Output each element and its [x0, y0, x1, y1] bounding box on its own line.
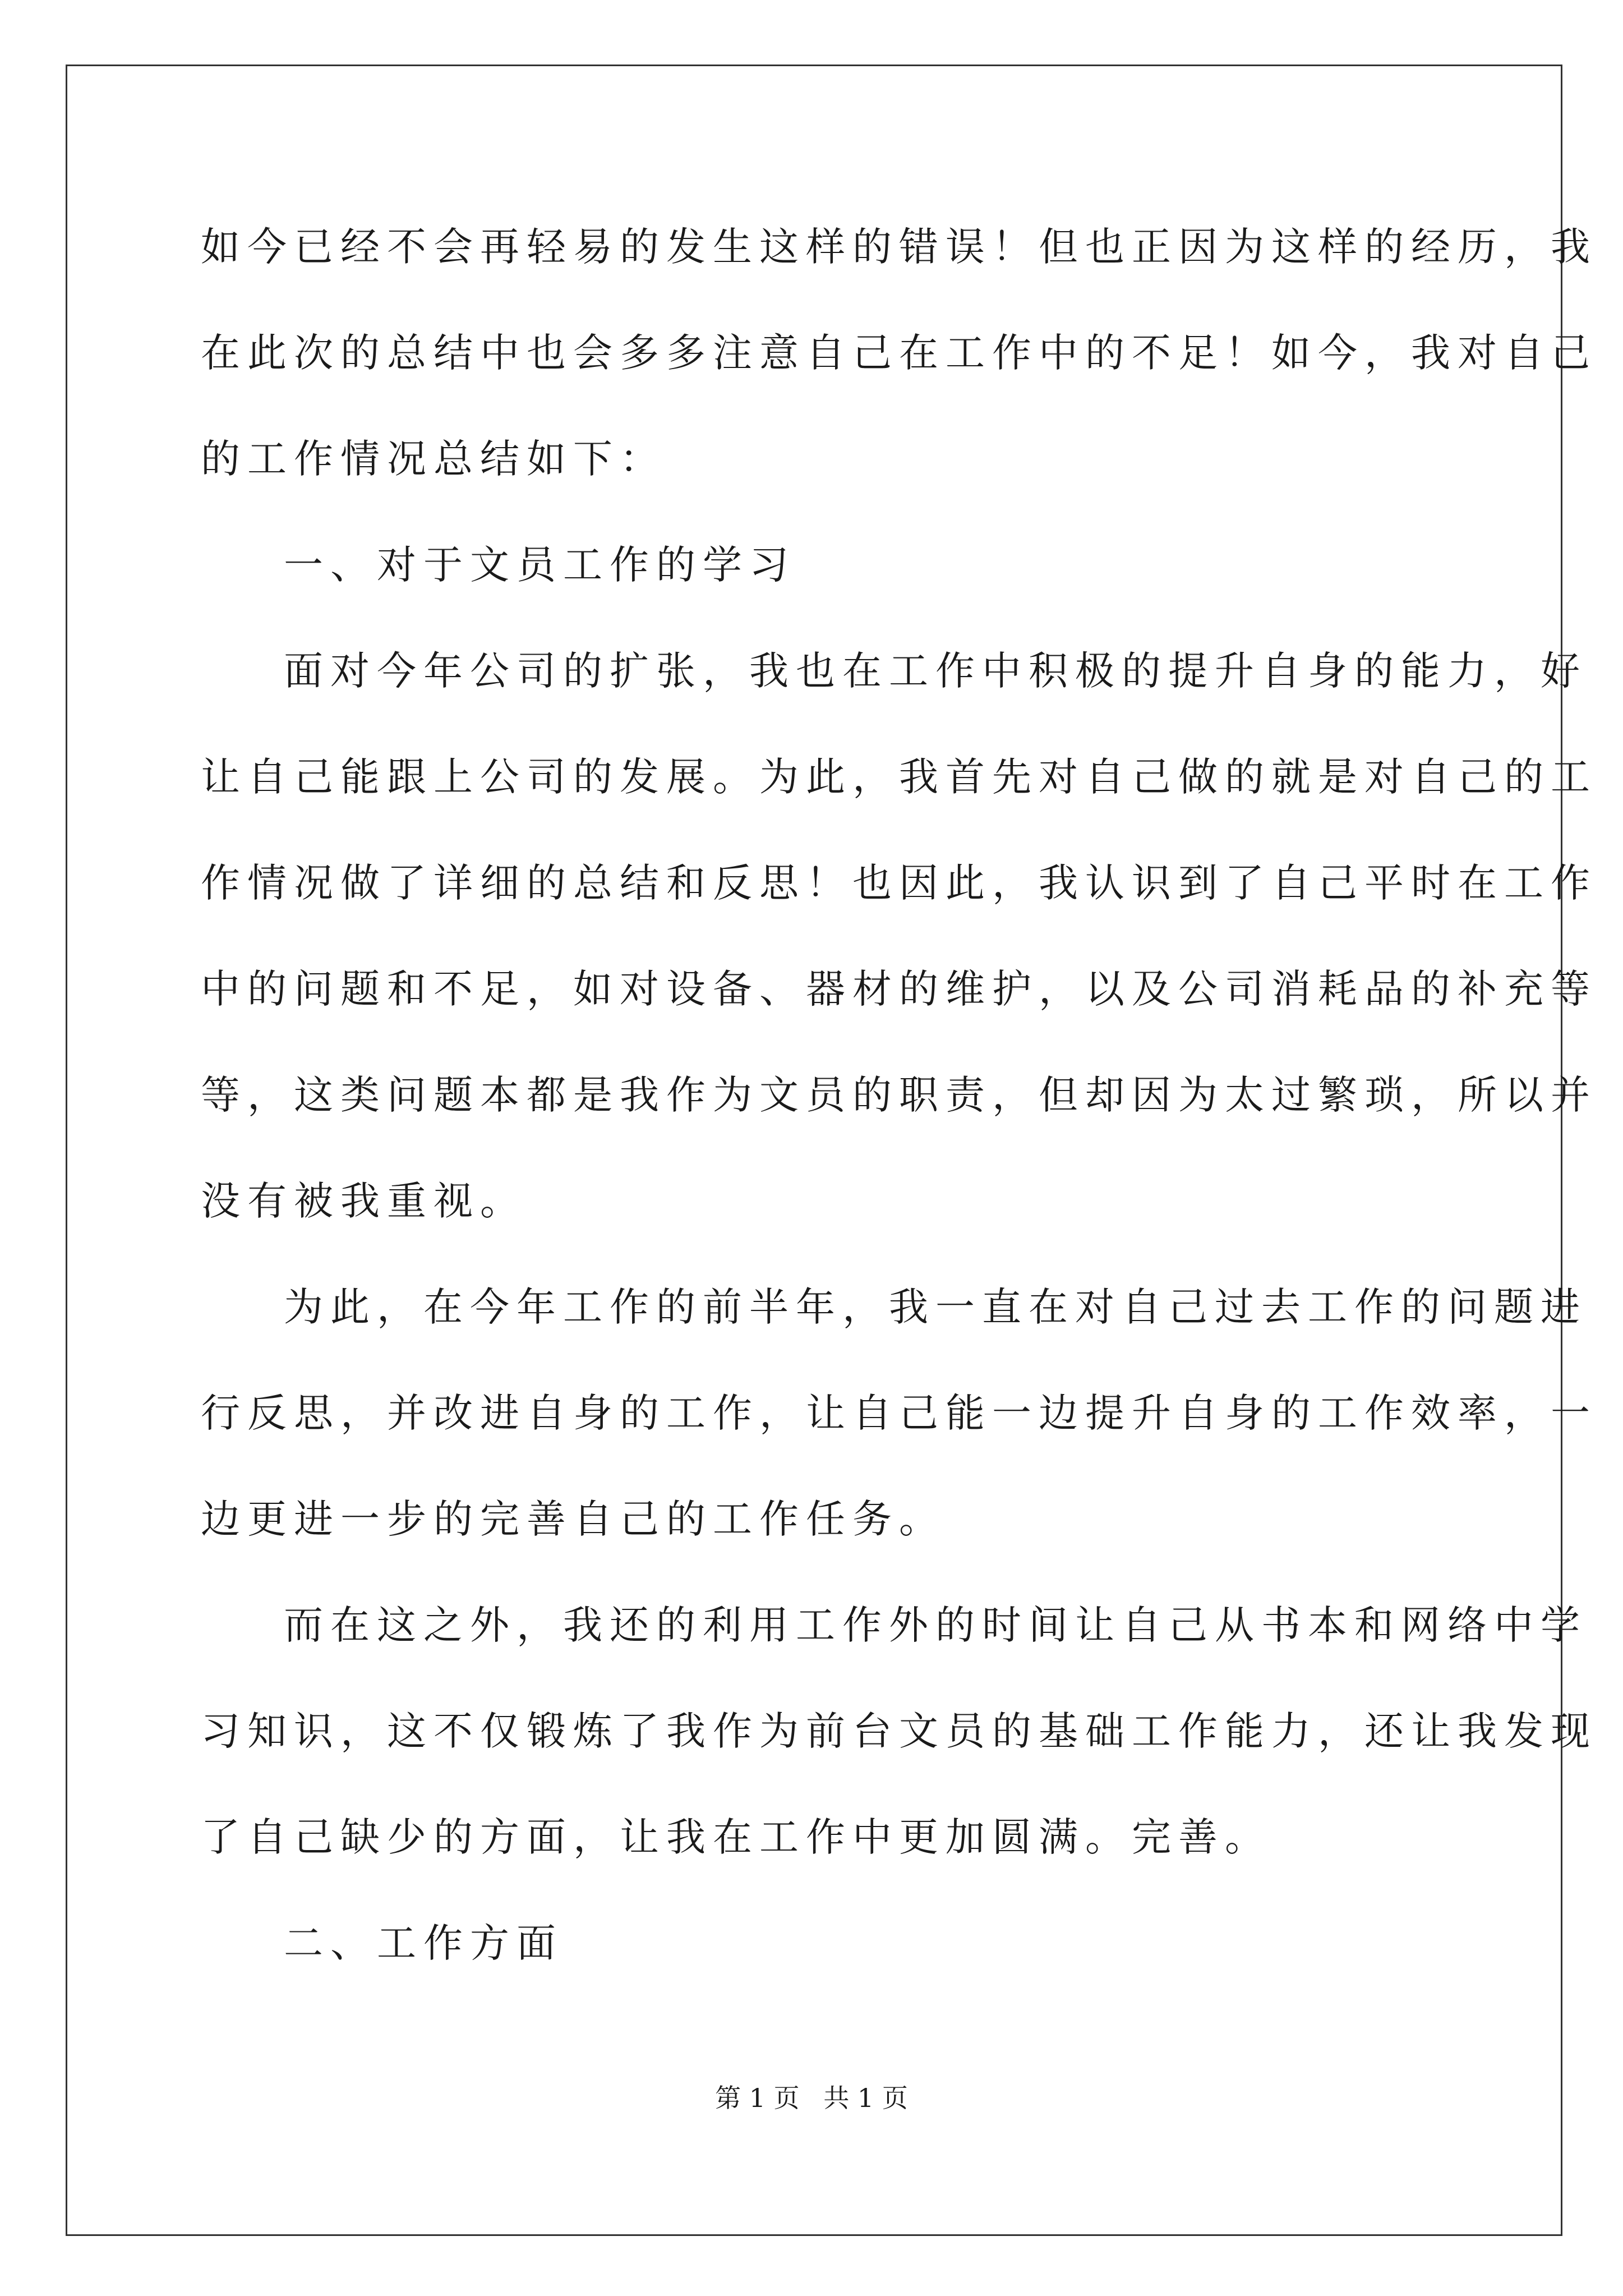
page-count: 共 1 页: [823, 2083, 908, 2113]
text-line: 行反思，并改进自身的工作，让自己能一边提升自身的工作效率，一: [201, 1390, 1597, 1436]
page-number: 第 1 页: [715, 2083, 800, 2113]
page-footer: [0, 2081, 1623, 2115]
text-line: 没有被我重视。: [201, 1178, 527, 1224]
text-line: 在此次的总结中也会多多注意自己在工作中的不足！如今，我对自己: [201, 330, 1597, 376]
text-line: 为此，在今年工作的前半年，我一直在对自己过去工作的问题进: [284, 1284, 1587, 1330]
text-line: 而在这之外，我还的利用工作外的时间让自己从书本和网络中学: [284, 1602, 1587, 1648]
text-line: 如今已经不会再轻易的发生这样的错误！但也正因为这样的经历，我: [201, 224, 1597, 270]
text-line: 让自己能跟上公司的发展。为此，我首先对自己做的就是对自己的工: [201, 754, 1597, 800]
text-line: 面对今年公司的扩张，我也在工作中积极的提升自身的能力，好: [284, 648, 1587, 694]
text-line: 边更进一步的完善自己的工作任务。: [201, 1496, 946, 1542]
section-heading: 一、对于文员工作的学习: [284, 542, 796, 588]
text-line: 的工作情况总结如下：: [201, 436, 666, 482]
text-line: 作情况做了详细的总结和反思！也因此，我认识到了自己平时在工作: [201, 860, 1597, 906]
text-line: 等，这类问题本都是我作为文员的职责，但却因为太过繁琐，所以并: [201, 1072, 1597, 1118]
section-heading: 二、工作方面: [284, 1920, 563, 1966]
text-line: 习知识，这不仅锻炼了我作为前台文员的基础工作能力，还让我发现: [201, 1708, 1597, 1754]
text-line: 中的问题和不足，如对设备、器材的维护，以及公司消耗品的补充等: [201, 966, 1597, 1012]
text-line: 了自己缺少的方面，让我在工作中更加圆满。完善。: [201, 1814, 1271, 1860]
